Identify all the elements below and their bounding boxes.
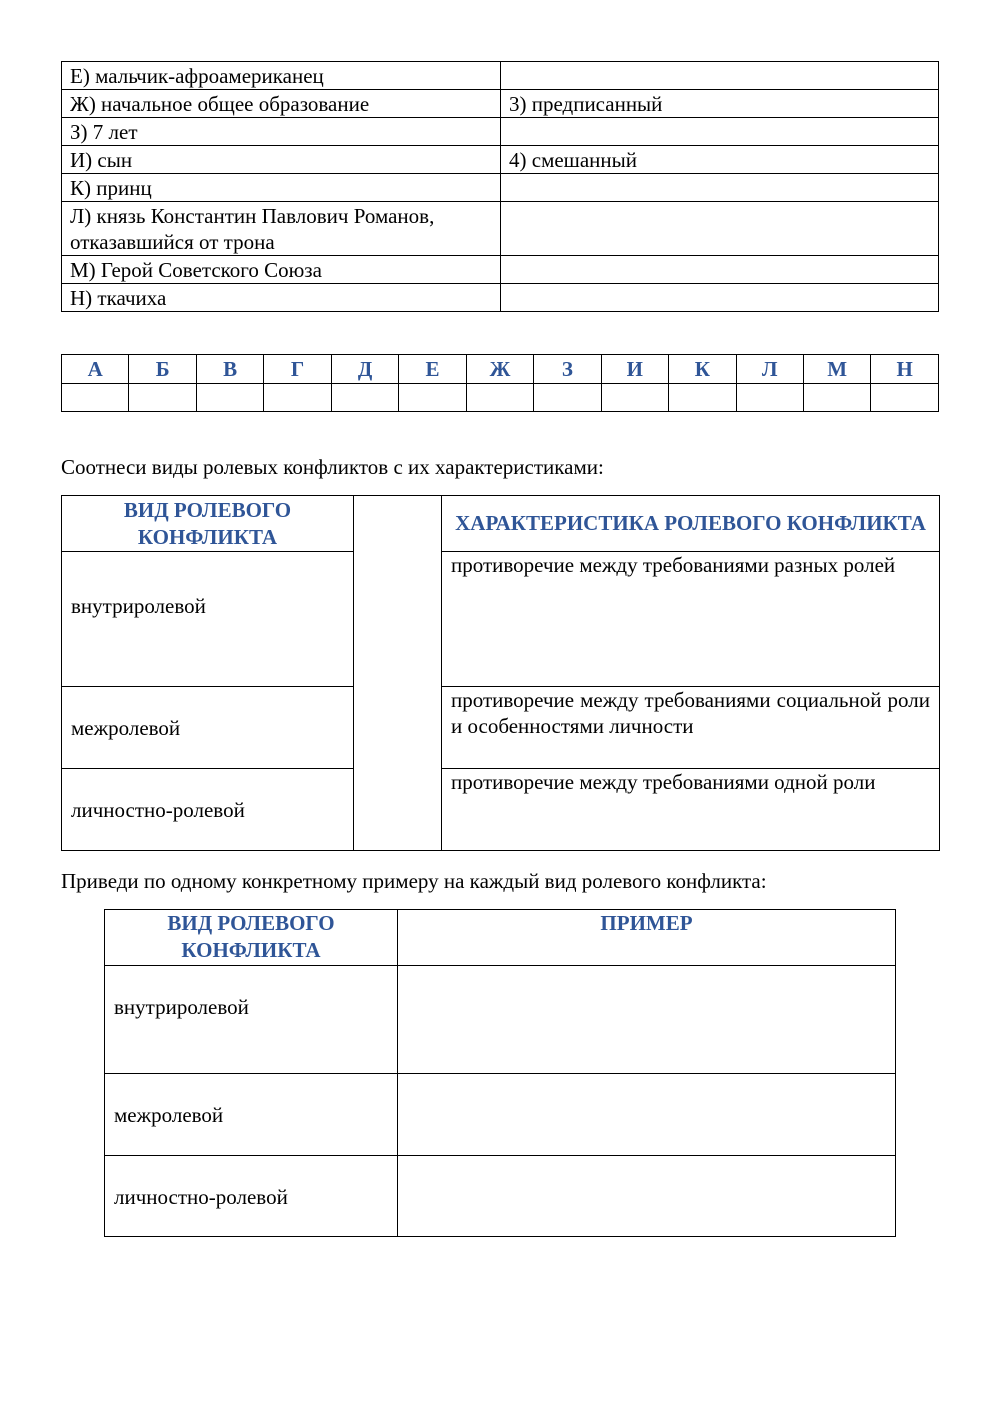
table-row — [62, 256, 939, 284]
table-cell: М) Герой Советского Союза — [62, 256, 501, 284]
table-cell — [501, 174, 939, 202]
table-row — [105, 1074, 896, 1156]
answer-cell[interactable] — [534, 384, 601, 412]
example-answer-cell[interactable] — [398, 1156, 896, 1237]
table-row — [62, 146, 939, 174]
answer-letter: М — [803, 355, 870, 384]
answer-cell[interactable] — [331, 384, 398, 412]
header-example: ПРИМЕР — [398, 910, 896, 966]
table-row — [62, 496, 940, 552]
conflict-type-cell: внутриролевой — [62, 552, 354, 687]
table-cell — [501, 256, 939, 284]
conflict-type-cell: личностно-ролевой — [62, 769, 354, 851]
answer-cell[interactable] — [62, 384, 129, 412]
table-cell: Н) ткачиха — [62, 284, 501, 312]
answer-cell[interactable] — [871, 384, 939, 412]
answer-cell[interactable] — [129, 384, 196, 412]
table-row — [105, 1156, 896, 1237]
example-answer-cell[interactable] — [398, 966, 896, 1074]
answer-cell[interactable] — [264, 384, 331, 412]
table-cell — [501, 118, 939, 146]
table-row — [62, 552, 940, 687]
answer-cell[interactable] — [196, 384, 263, 412]
answer-cell[interactable] — [736, 384, 803, 412]
answer-letter: Н — [871, 355, 939, 384]
answer-letter: З — [534, 355, 601, 384]
matching-table-statuses — [61, 61, 939, 312]
characteristic-cell: противоречие между требованиями социальной роли и особенностями личности — [442, 687, 940, 769]
table-cell: 4) смешанный — [501, 146, 939, 174]
table-row — [62, 687, 940, 769]
table-cell: З) 7 лет — [62, 118, 501, 146]
table-cell: Ж) начальное общее образование — [62, 90, 501, 118]
answer-letter: Ж — [466, 355, 533, 384]
header-conflict-type: ВИД РОЛЕВОГО КОНФЛИКТА — [62, 496, 354, 552]
answer-cell[interactable] — [803, 384, 870, 412]
characteristic-cell: противоречие между требованиями одной роли — [442, 769, 940, 851]
header-conflict-type: ВИД РОЛЕВОГО КОНФЛИКТА — [105, 910, 398, 966]
table-row — [62, 769, 940, 851]
answer-letter: Л — [736, 355, 803, 384]
answer-grid — [61, 354, 939, 412]
answer-grid-header-row — [62, 355, 939, 384]
table-row — [62, 202, 939, 256]
table-cell: Л) князь Константин Павлович Романов, отказавшийся от трона — [62, 202, 501, 256]
answer-letter: В — [196, 355, 263, 384]
characteristic-cell: противоречие между требованиями разных ролей — [442, 552, 940, 687]
table-row — [62, 118, 939, 146]
conflict-type-cell: внутриролевой — [105, 966, 398, 1074]
answer-letter: Д — [331, 355, 398, 384]
answer-grid-input-row — [62, 384, 939, 412]
table-cell: Е) мальчик-афроамериканец — [62, 62, 501, 90]
table-cell: 3) предписанный — [501, 90, 939, 118]
connector-gap — [354, 496, 442, 851]
table-cell — [501, 202, 939, 256]
table-row — [62, 284, 939, 312]
answer-cell[interactable] — [399, 384, 466, 412]
table-cell — [501, 62, 939, 90]
table-row — [62, 90, 939, 118]
table-cell: И) сын — [62, 146, 501, 174]
answer-letter: Е — [399, 355, 466, 384]
table-row — [105, 966, 896, 1074]
answer-letter: К — [669, 355, 736, 384]
answer-cell[interactable] — [466, 384, 533, 412]
answer-cell[interactable] — [669, 384, 736, 412]
answer-letter: Г — [264, 355, 331, 384]
answer-cell[interactable] — [601, 384, 668, 412]
conflict-type-cell: межролевой — [105, 1074, 398, 1156]
table-row — [62, 174, 939, 202]
table-row — [105, 910, 896, 966]
conflict-matching-table — [61, 495, 940, 851]
conflict-type-cell: личностно-ролевой — [105, 1156, 398, 1237]
conflict-examples-table — [104, 909, 896, 1237]
answer-letter: Б — [129, 355, 196, 384]
header-characteristic: ХАРАКТЕРИСТИКА РОЛЕВОГО КОНФЛИКТА — [442, 496, 940, 552]
answer-letter: И — [601, 355, 668, 384]
table-row — [62, 62, 939, 90]
section3-prompt: Приведи по одному конкретному примеру на каждый вид ролевого конфликта: — [61, 869, 767, 893]
table-cell: К) принц — [62, 174, 501, 202]
section2-prompt: Соотнеси виды ролевых конфликтов с их характеристиками: — [61, 455, 604, 479]
table-cell — [501, 284, 939, 312]
example-answer-cell[interactable] — [398, 1074, 896, 1156]
answer-letter: А — [62, 355, 129, 384]
conflict-type-cell: межролевой — [62, 687, 354, 769]
